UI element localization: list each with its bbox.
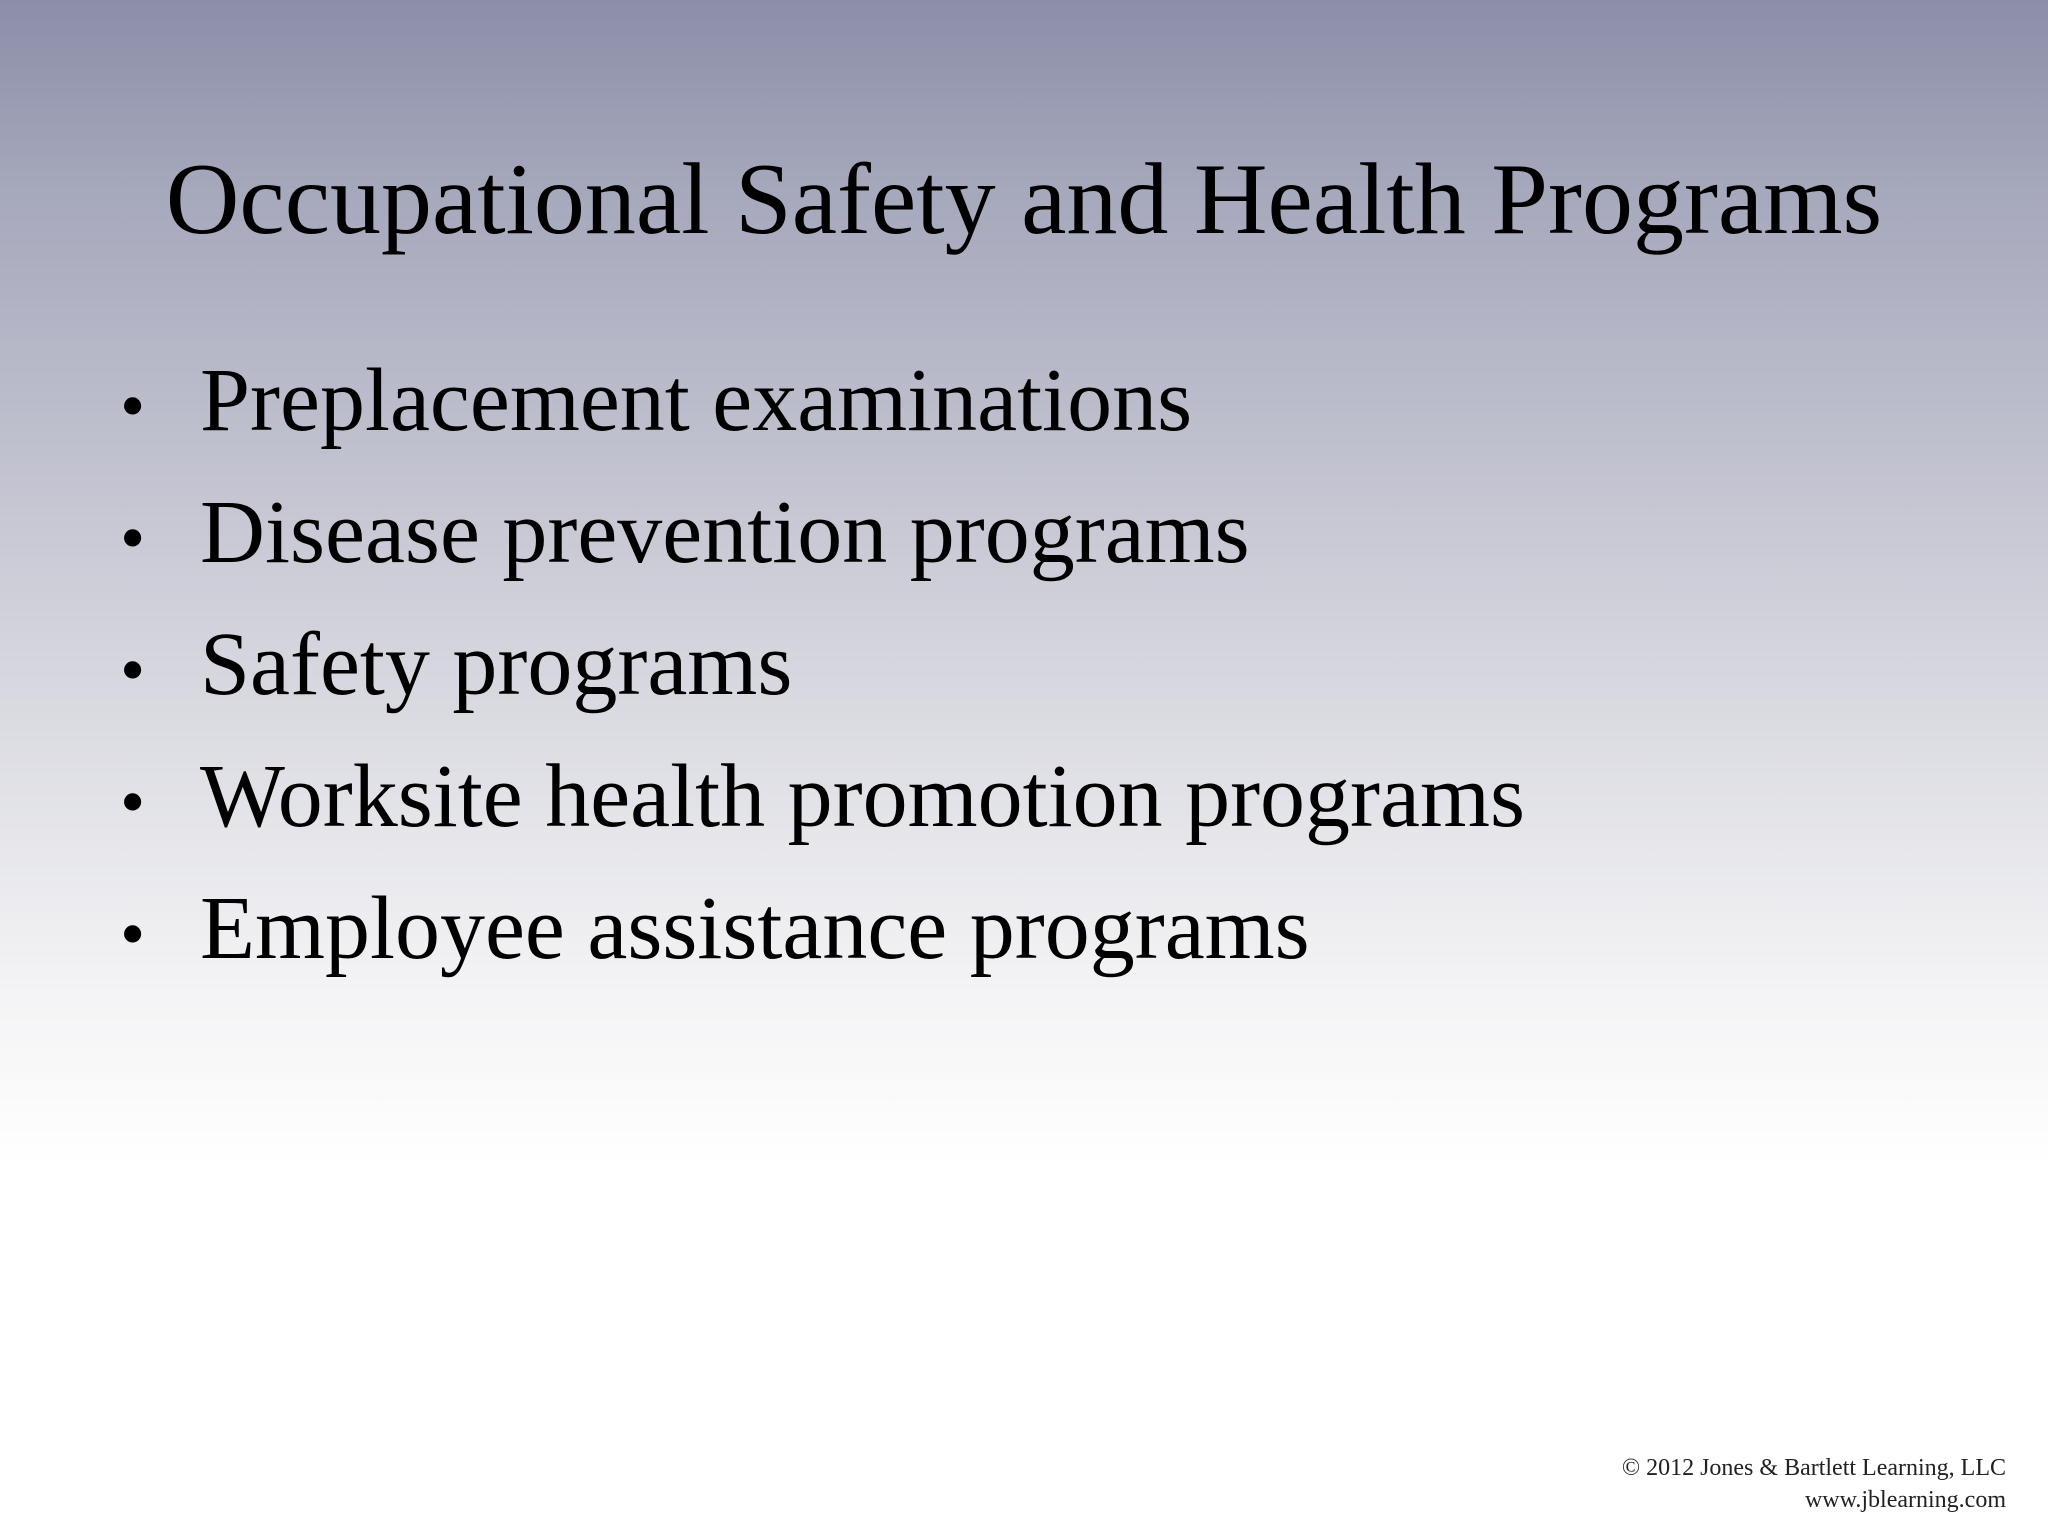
list-item (120, 467, 1525, 599)
bullet-text: Worksite health promotion programs (200, 747, 1525, 846)
slide-title: Occupational Safety and Health Programs (165, 143, 1883, 256)
publisher-website: www.jblearning.com (1804, 1487, 2006, 1513)
bullet-icon: • (120, 498, 146, 578)
copyright-notice: © 2012 Jones & Bartlett Learning, LLC (1621, 1455, 2006, 1481)
bullet-text: Employee assistance programs (200, 879, 1310, 978)
list-item (120, 731, 1525, 863)
list-item (120, 863, 1525, 995)
bullet-text: Preplacement examinations (200, 351, 1193, 450)
bullet-icon: • (120, 762, 146, 842)
bullet-text: Disease prevention programs (200, 483, 1250, 582)
list-item (120, 335, 1525, 467)
bullet-icon: • (120, 894, 146, 974)
bullet-icon: • (120, 366, 146, 446)
bullet-icon: • (120, 630, 146, 710)
bullet-text: Safety programs (200, 615, 793, 714)
copyright-footer (1622, 1452, 2006, 1516)
list-item (120, 599, 1525, 731)
bullet-list (120, 335, 1525, 995)
